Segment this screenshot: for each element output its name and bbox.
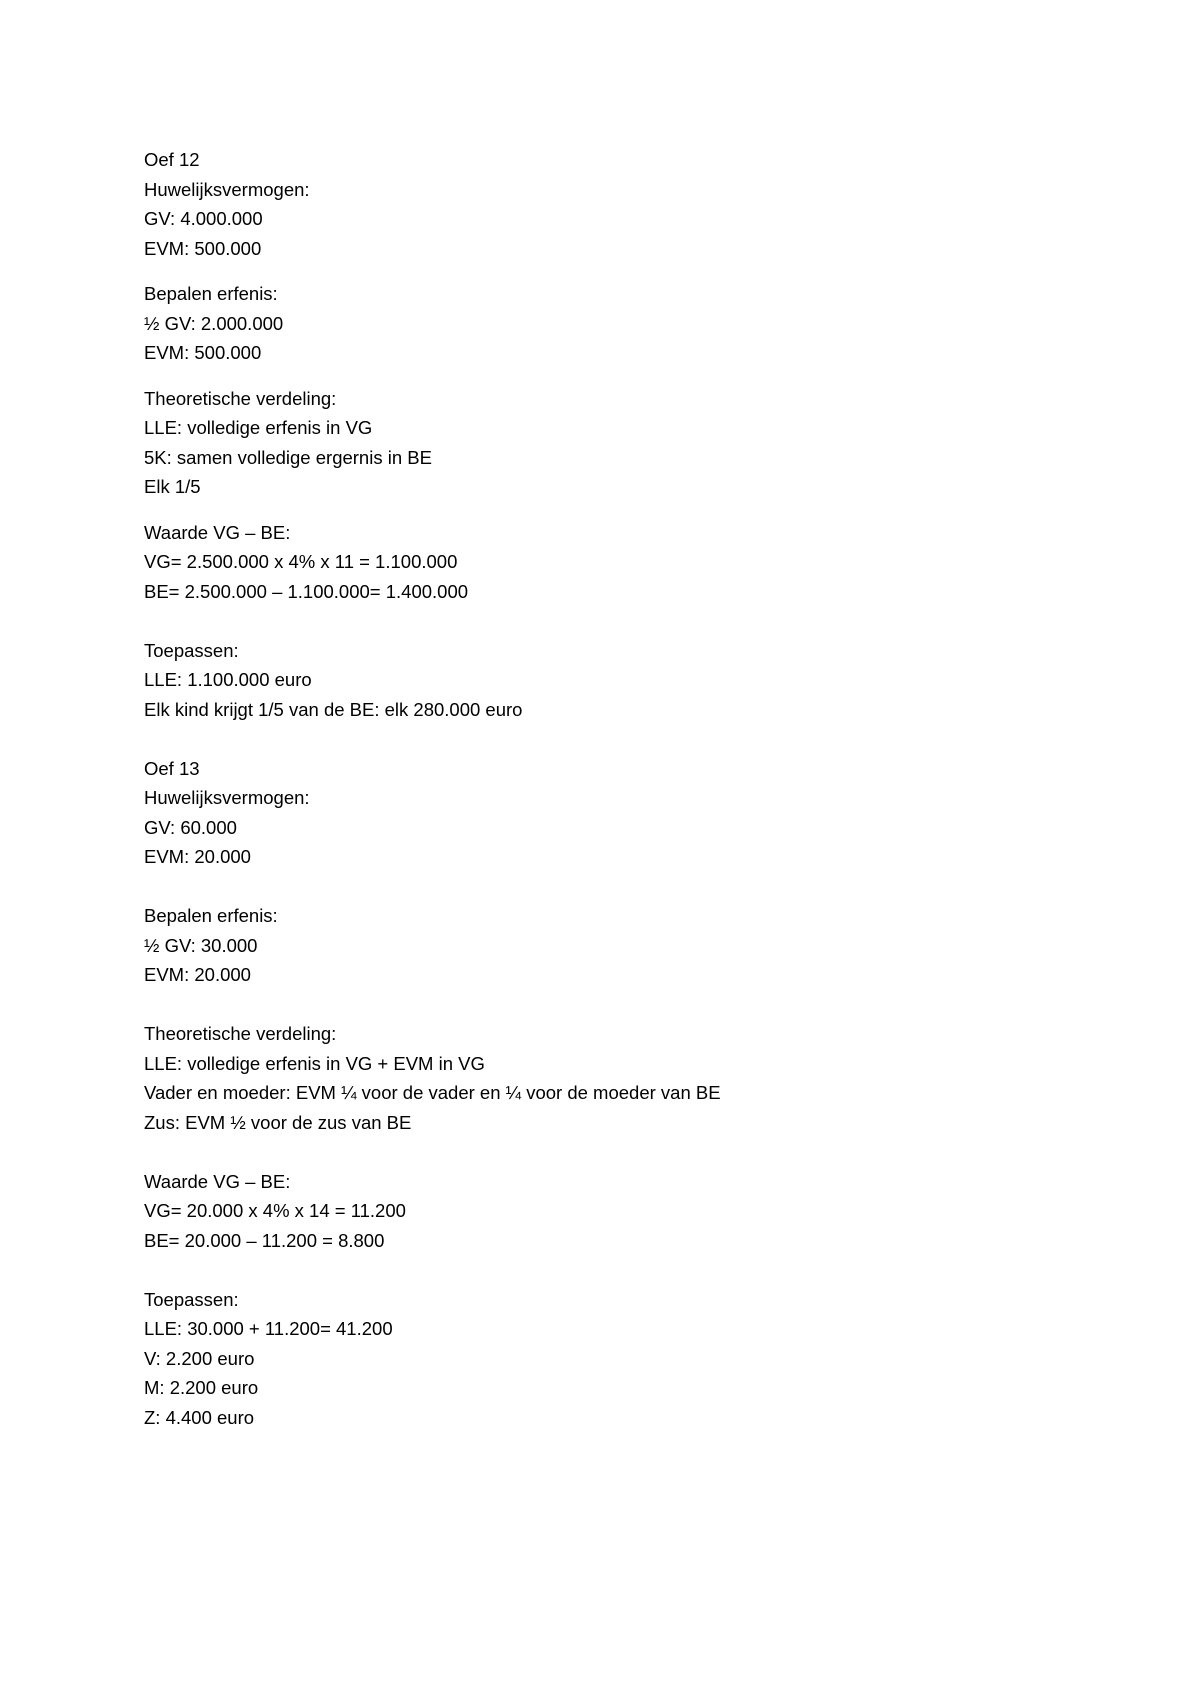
spacer [144, 872, 1044, 902]
evm-value: EVM: 20.000 [144, 846, 251, 867]
huwelijksvermogen-heading: Huwelijksvermogen: [144, 178, 310, 200]
spacer [144, 724, 1044, 754]
lle-line: LLE: volledige erfenis in VG + EVM in VG [144, 1052, 485, 1074]
lle-result: LLE: 1.100.000 euro [144, 669, 312, 690]
lle-result: LLE: 30.000 + 11.200= 41.200 [144, 1318, 393, 1339]
waarde-heading: Waarde VG – BE: [144, 521, 291, 543]
vader-result: V: 2.200 euro [144, 1347, 255, 1369]
document-content [144, 145, 1044, 1432]
zus-result: Z: 4.400 euro [144, 1406, 255, 1428]
exercise-13-title: Oef 13 [144, 757, 200, 779]
share-line: Elk 1/5 [144, 476, 201, 497]
exercise-12-title: Oef 12 [144, 149, 200, 170]
spacer [144, 263, 1044, 279]
vg-calculation: VG= 20.000 x 4% x 14 = 11.200 [144, 1200, 406, 1221]
spacer [144, 990, 1044, 1020]
be-calculation: BE= 20.000 – 11.200 = 8.800 [144, 1229, 385, 1251]
huwelijksvermogen-heading: Huwelijksvermogen: [144, 787, 310, 808]
spacer [144, 606, 1044, 636]
exercise-12 [144, 145, 1044, 754]
bepalen-erfenis-heading: Bepalen erfenis: [144, 283, 278, 304]
gv-value: GV: 60.000 [144, 816, 237, 838]
zus-line: Zus: EVM ½ voor de zus van BE [144, 1111, 412, 1133]
theoretische-verdeling-heading: Theoretische verdeling: [144, 387, 337, 409]
exercise-13 [144, 754, 1044, 1433]
lle-line: LLE: volledige erfenis in VG [144, 417, 373, 438]
gv-value: GV: 4.000.000 [144, 208, 263, 229]
bepalen-erfenis-heading: Bepalen erfenis: [144, 905, 278, 926]
waarde-heading: Waarde VG – BE: [144, 1170, 291, 1192]
vg-calculation: VG= 2.500.000 x 4% x 11 = 1.100.000 [144, 551, 458, 572]
be-calculation: BE= 2.500.000 – 1.100.000= 1.400.000 [144, 580, 469, 602]
moeder-result: M: 2.200 euro [144, 1377, 259, 1398]
kids-line: 5K: samen volledige ergernis in BE [144, 446, 432, 468]
evm-value: EVM: 500.000 [144, 342, 262, 363]
theoretische-verdeling-heading: Theoretische verdeling: [144, 1023, 337, 1044]
half-gv-value: ½ GV: 2.000.000 [144, 312, 284, 334]
toepassen-heading: Toepassen: [144, 1288, 239, 1310]
half-gv-value: ½ GV: 30.000 [144, 934, 258, 956]
kind-result: Elk kind krijgt 1/5 van de BE: elk 280.000 euro [144, 698, 523, 720]
evm-value: EVM: 500.000 [144, 237, 262, 259]
spacer [144, 1137, 1044, 1167]
ouders-line: Vader en moeder: EVM ¼ voor de vader en ¼ voor de moeder van BE [144, 1082, 721, 1103]
spacer [144, 1255, 1044, 1285]
spacer [144, 502, 1044, 518]
spacer [144, 368, 1044, 384]
evm-value: EVM: 20.000 [144, 964, 251, 985]
toepassen-heading: Toepassen: [144, 639, 239, 661]
